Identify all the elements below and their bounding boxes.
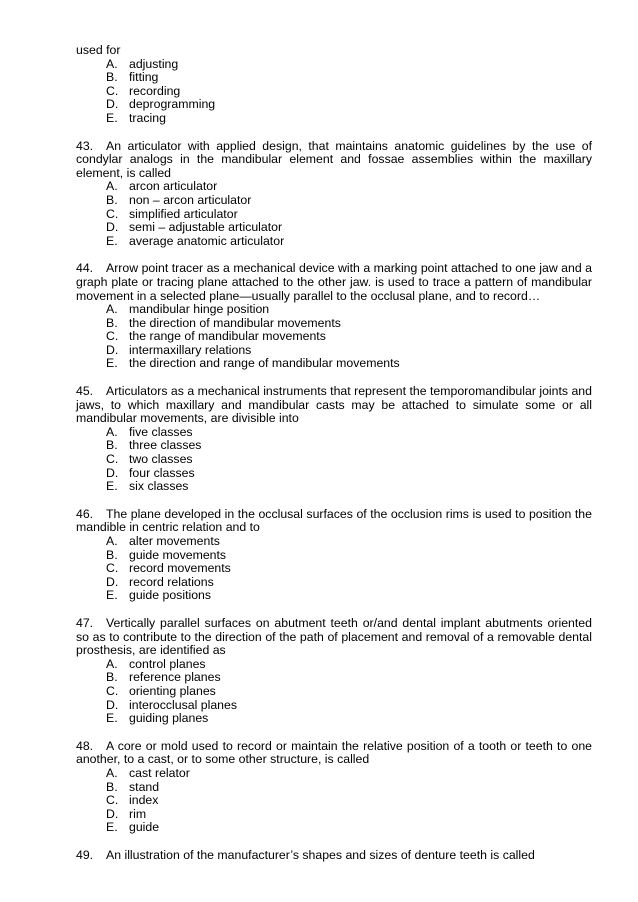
option-text: tracing: [129, 110, 166, 125]
option-text: two classes: [129, 452, 193, 467]
answer-options: [76, 303, 592, 371]
option-text: orienting planes: [129, 683, 216, 698]
question-stem: An articulator with applied design, that maintains anatomic guidelines by the use of condylar analogs in the mandibular element and fossae assemblies within the maxillary element, is called: [76, 138, 592, 180]
question-stem: Vertically parallel surfaces on abutment teeth or/and dental implant abutments oriented so as to contribute to the direction of the path of placement and removal of a removable dental prosthesis, are identified as: [76, 615, 592, 658]
question-number: 47.: [76, 615, 94, 630]
question-stem: An illustration of the manufacturer’s shapes and sizes of denture teeth is called: [106, 847, 535, 862]
question-block: [76, 617, 592, 726]
question-text: [76, 140, 592, 181]
option-text: six classes: [129, 479, 189, 494]
option-text: cast relator: [129, 765, 190, 780]
question-list: [76, 140, 592, 863]
intro-option: [106, 71, 592, 85]
question-block: [76, 740, 592, 835]
question-number: 46.: [76, 506, 94, 521]
answer-option: [106, 208, 592, 222]
question-block: [76, 140, 592, 249]
option-text: intermaxillary relations: [129, 342, 252, 357]
intro-option: [106, 112, 592, 126]
answer-option: [106, 317, 592, 331]
option-text: non – arcon articulator: [129, 192, 252, 207]
option-letter: B.: [106, 192, 118, 207]
option-letter: E.: [106, 479, 118, 494]
answer-option: [106, 821, 592, 835]
question-text: [76, 508, 592, 535]
question-number: 43.: [76, 138, 94, 153]
answer-option: [106, 781, 592, 795]
option-text: average anatomic articulator: [129, 233, 285, 248]
option-letter: A.: [106, 534, 118, 548]
question-stem: Articulators as a mechanical instruments that represent the temporomandibular joints and jaws, to which maxillary and mandibular casts may be attached to simulate some or all mandibular movements, are divisible into: [76, 384, 592, 426]
answer-option: [106, 330, 592, 344]
question-text: [76, 385, 592, 426]
option-letter: C.: [106, 206, 119, 221]
option-text: the direction and range of mandibular movements: [129, 356, 400, 371]
intro-options: [76, 58, 592, 126]
option-letter: B.: [106, 547, 118, 562]
option-text: mandibular hinge position: [129, 302, 270, 317]
option-letter: C.: [106, 683, 119, 698]
option-text: guide positions: [129, 588, 212, 603]
option-text: guide: [129, 820, 160, 835]
option-text: the range of mandibular movements: [129, 329, 326, 344]
answer-option: [106, 576, 592, 590]
answer-option: [106, 439, 592, 453]
answer-option: [106, 480, 592, 494]
answer-option: [106, 671, 592, 685]
answer-option: [106, 194, 592, 208]
option-letter: C.: [106, 793, 119, 808]
answer-option: [106, 426, 592, 440]
option-letter: D.: [106, 806, 119, 821]
answer-option: [106, 221, 592, 235]
question-text: [76, 849, 592, 863]
option-letter: B.: [106, 315, 118, 330]
option-letter: D.: [106, 465, 119, 480]
option-letter: C.: [106, 329, 119, 344]
option-text: reference planes: [129, 670, 221, 685]
option-letter: B.: [106, 670, 118, 685]
option-letter: B.: [106, 779, 118, 794]
answer-option: [106, 357, 592, 371]
option-letter: A.: [106, 56, 118, 71]
question-number: 49.: [76, 847, 94, 862]
option-letter: A.: [106, 424, 118, 439]
answer-options: [76, 535, 592, 603]
answer-option: [106, 467, 592, 481]
answer-options: [76, 658, 592, 726]
option-letter: E.: [106, 356, 118, 371]
option-letter: A.: [106, 656, 118, 671]
document-page: [76, 44, 592, 862]
question-stem: Arrow point tracer as a mechanical device with a marking point attached to one jaw and a graph plate or tracing plane attached to the other jaw. is used to trace a pattern of mandibular movement in a selected plane—usually parallel to the occlusal plane, and to record…: [76, 261, 592, 303]
answer-option: [106, 303, 592, 317]
answer-option: [106, 344, 592, 358]
answer-option: [106, 453, 592, 467]
answer-option: [106, 699, 592, 713]
option-text: guide movements: [129, 547, 227, 562]
option-letter: B.: [106, 438, 118, 453]
question-number: 44.: [76, 261, 94, 276]
answer-option: [106, 562, 592, 576]
option-letter: C.: [106, 452, 119, 467]
option-text: stand: [129, 779, 160, 794]
option-letter: D.: [106, 574, 119, 589]
question-block: [76, 508, 592, 603]
option-text: recording: [129, 83, 181, 98]
intro-option: [106, 58, 592, 72]
answer-options: [76, 426, 592, 494]
answer-options: [76, 180, 592, 248]
question-block: [76, 262, 592, 371]
option-text: five classes: [129, 424, 193, 439]
option-letter: E.: [106, 110, 118, 125]
answer-option: [106, 535, 592, 549]
intro-text: used for: [76, 43, 121, 57]
answer-option: [106, 180, 592, 194]
option-text: fitting: [129, 70, 159, 85]
intro-option: [106, 98, 592, 112]
option-letter: B.: [106, 70, 118, 85]
answer-options: [76, 767, 592, 835]
option-text: adjusting: [129, 56, 179, 71]
option-text: semi – adjustable articulator: [129, 220, 283, 235]
question-block: [76, 849, 592, 863]
option-letter: A.: [106, 765, 118, 780]
option-text: deprogramming: [129, 97, 216, 112]
option-letter: C.: [106, 83, 119, 98]
answer-option: [106, 712, 592, 726]
intro-option: [106, 85, 592, 99]
option-text: arcon articulator: [129, 179, 218, 194]
answer-option: [106, 767, 592, 781]
option-letter: D.: [106, 220, 119, 235]
answer-option: [106, 549, 592, 563]
question-text: [76, 262, 592, 303]
answer-option: [106, 685, 592, 699]
question-number: 45.: [76, 384, 94, 399]
option-text: guiding planes: [129, 711, 209, 726]
option-letter: D.: [106, 97, 119, 112]
option-text: four classes: [129, 465, 195, 480]
option-text: record relations: [129, 574, 214, 589]
option-letter: E.: [106, 820, 118, 835]
question-text: [76, 617, 592, 658]
answer-option: [106, 658, 592, 672]
question-text: [76, 740, 592, 767]
answer-option: [106, 808, 592, 822]
question-number: 48.: [76, 738, 94, 753]
option-text: interocclusal planes: [129, 697, 238, 712]
answer-option: [106, 235, 592, 249]
answer-option: [106, 589, 592, 603]
option-letter: E.: [106, 233, 118, 248]
option-text: rim: [129, 806, 147, 821]
option-text: record movements: [129, 561, 231, 576]
option-letter: E.: [106, 711, 118, 726]
option-text: control planes: [129, 656, 206, 671]
option-text: alter movements: [129, 534, 220, 548]
option-letter: D.: [106, 342, 119, 357]
option-letter: A.: [106, 302, 118, 317]
answer-option: [106, 794, 592, 808]
question-stem: The plane developed in the occlusal surfaces of the occlusion rims is used to position the mandible in centric relation and to: [76, 506, 592, 535]
option-text: three classes: [129, 438, 202, 453]
option-text: the direction of mandibular movements: [129, 315, 341, 330]
question-block: [76, 385, 592, 494]
option-letter: C.: [106, 561, 119, 576]
option-text: simplified articulator: [129, 206, 238, 221]
option-letter: D.: [106, 697, 119, 712]
option-letter: E.: [106, 588, 118, 603]
option-text: index: [129, 793, 159, 808]
question-stem: A core or mold used to record or maintain the relative position of a tooth or teeth to one another, to a cast, or to some other structure, is called: [76, 738, 592, 767]
option-letter: A.: [106, 179, 118, 194]
